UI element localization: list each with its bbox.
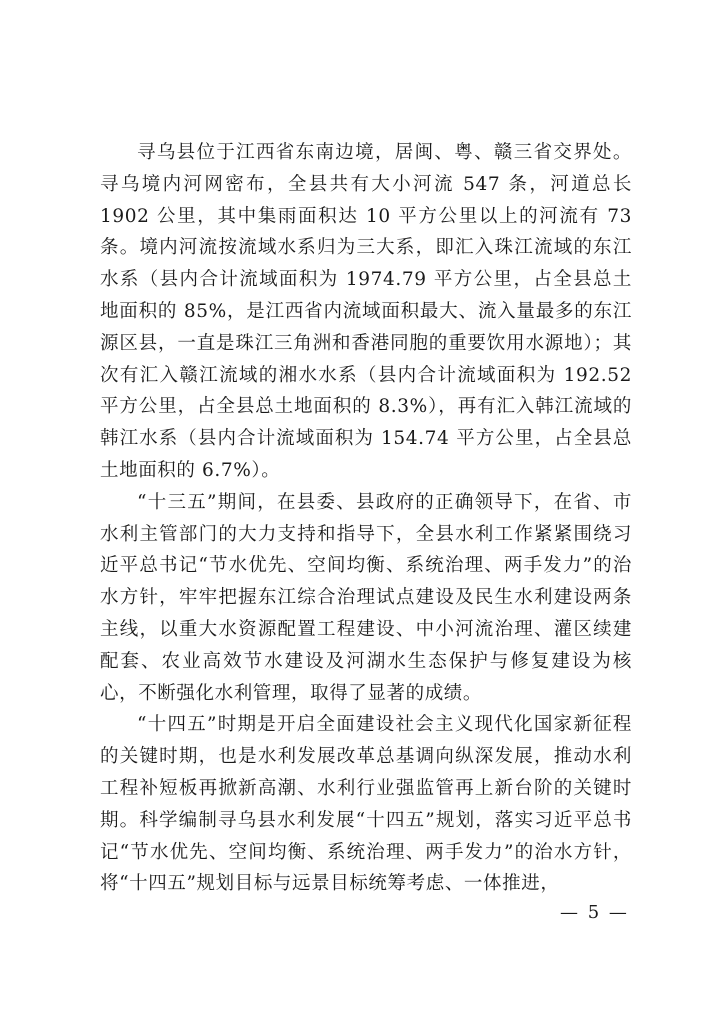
paragraph-14th-five-year: “十四五”时期是开启全面建设社会主义现代化国家新征程的关键时期，也是水利发展改革总基调向纵深发展，推动水利工程补短板再掀新高潮、水利行业强监管再上新台阶的关键时期。科学编制寻乌县水利发展“十四五”规划，落实习近平总书记“节水优先、空间均衡、系统治理、两手发力”的治水方针，将“十四五”规划目标与远景目标统筹考虑、一体推进，: [100, 714, 632, 895]
page-number: — 5 —: [560, 902, 629, 923]
body-text: [100, 137, 632, 900]
paragraph-overview: 寻乌县位于江西省东南边境，居闽、粤、赣三省交界处。寻乌境内河网密布，全县共有大小河流 547 条，河道总长 1902 公里，其中集雨面积达 10 平方公里以上的河流有 73 条。境内河流按流域水系归为三大系，即汇入珠江流域的东江水系（县内合计流域面积为 1974.79 平方公里，占全县总土地面积的 85%，是江西省内流域面积最大、流入量最多的东江源区县，一直是珠江三角洲和香港同胞的重要饮用水源地）；其次有汇入赣江流域的湘水水系（县内合计流域面积为 192.52 平方公里，占全县总土地面积的 8.3%），再有汇入韩江流域的韩江水系（县内合计流域面积为 154.74 平方公里，占全县总土地面积的 6.7%）。: [100, 142, 632, 481]
paragraph-13th-five-year: “十三五”期间，在县委、县政府的正确领导下，在省、市水利主管部门的大力支持和指导下，全县水利工作紧紧围绕习近平总书记“节水优先、空间均衡、系统治理、两手发力”的治水方针，牢牢把握东江综合治理试点建设及民生水利建设两条主线，以重大水资源配置工程建设、中小河流治理、灌区续建配套、农业高效节水建设及河湖水生态保护与修复建设为核心，不断强化水利管理，取得了显著的成绩。: [100, 491, 632, 704]
